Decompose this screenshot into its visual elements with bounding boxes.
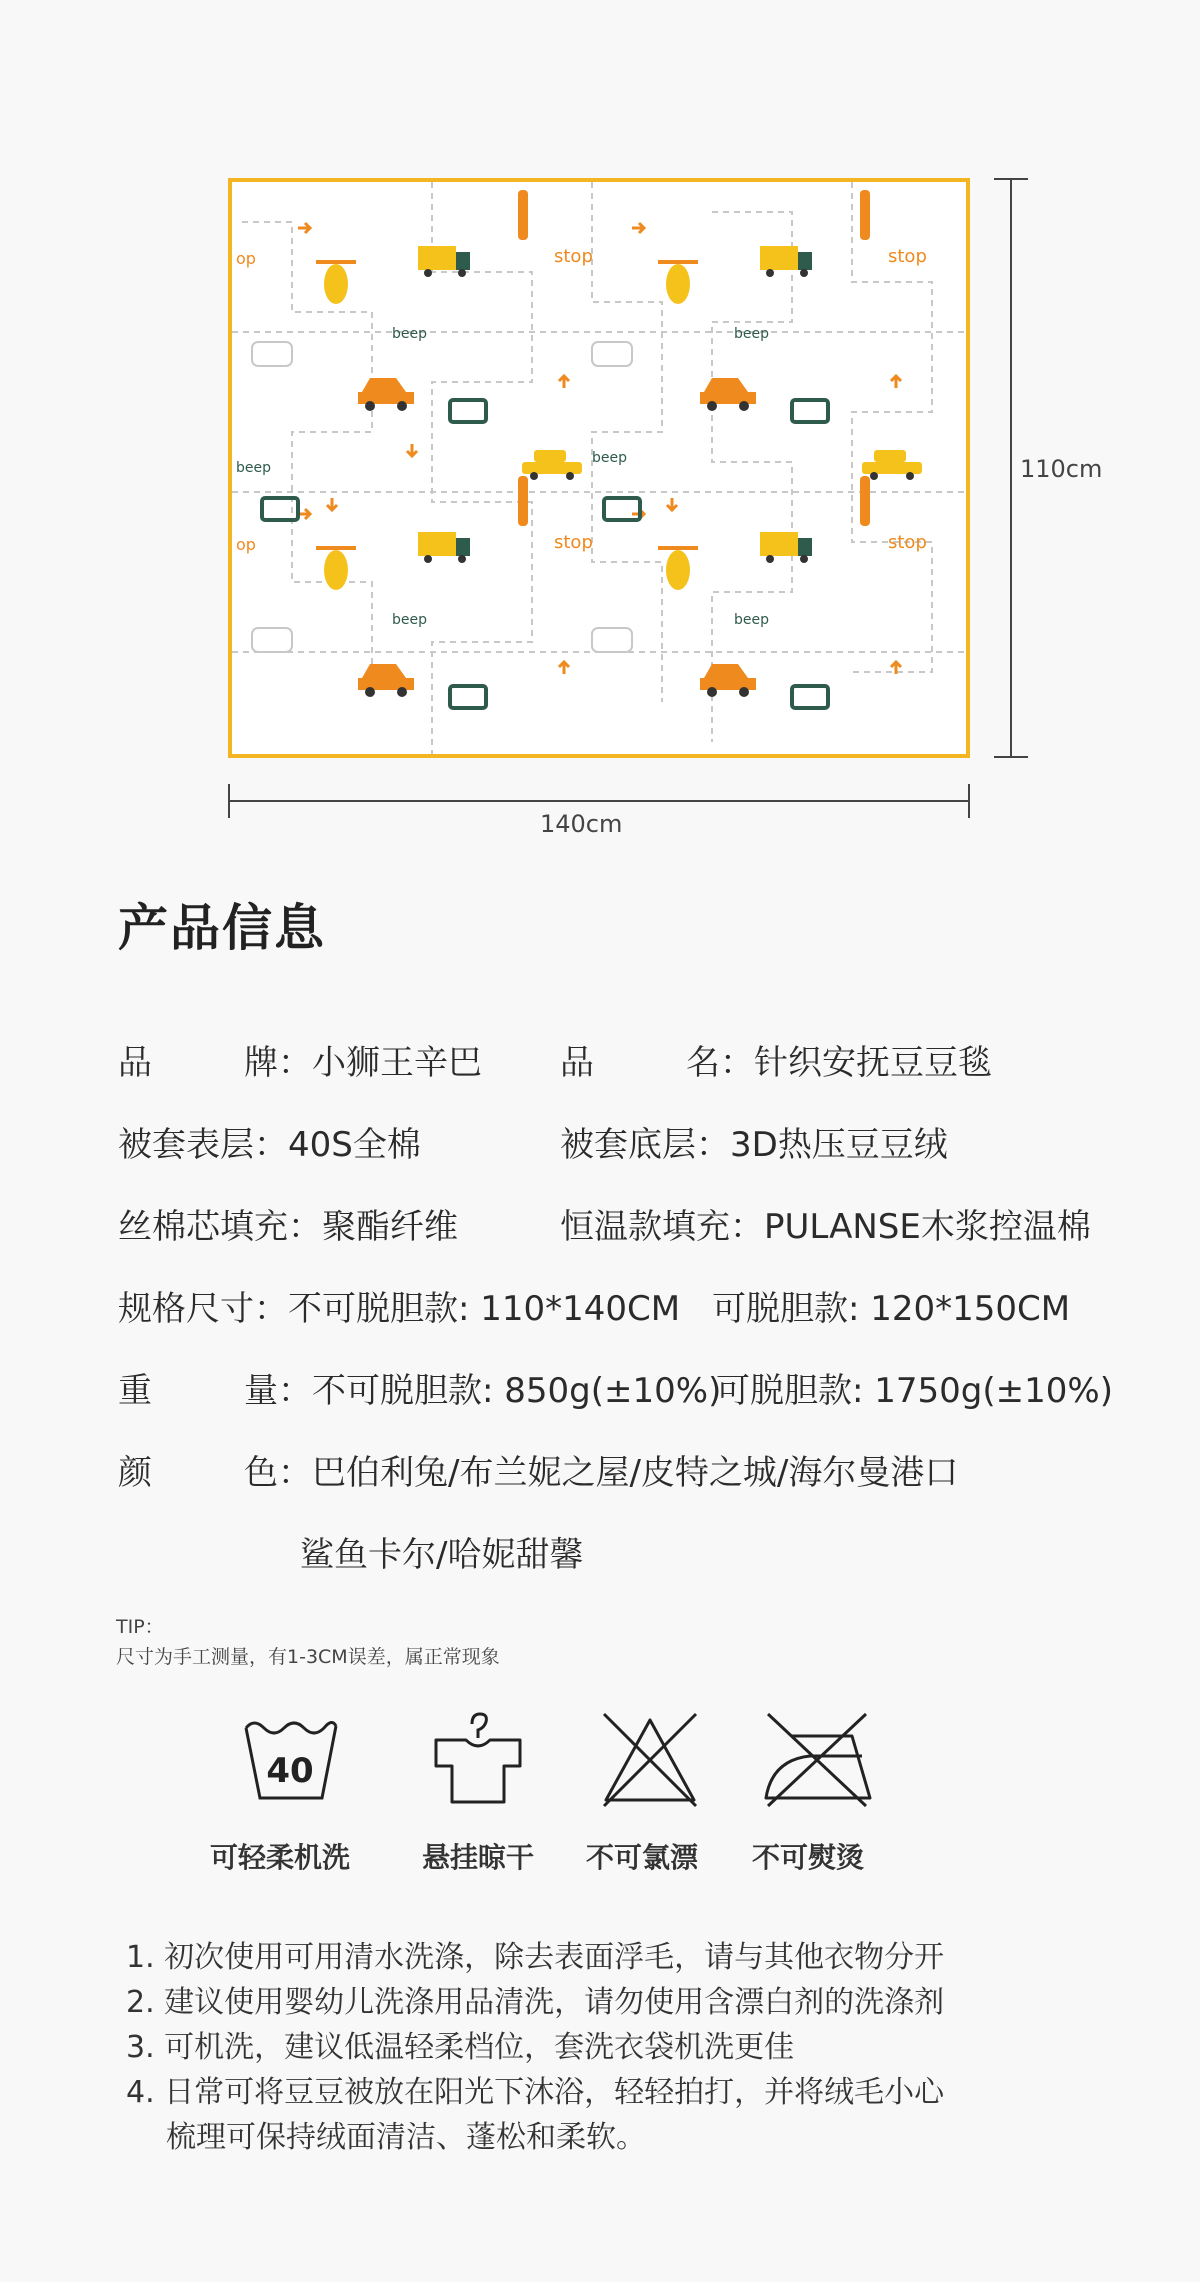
pattern-text: beep — [392, 326, 427, 342]
car-body — [700, 378, 756, 404]
arrow-mark — [327, 498, 337, 510]
car-wheel — [397, 401, 407, 411]
car-wheel — [707, 687, 717, 697]
vertical-car-body — [518, 190, 528, 240]
note-4-continued: 梳理可保持绒面清洁、蓬松和柔软。 — [166, 2120, 646, 2155]
width-dimension-tick-right — [968, 784, 970, 818]
cover-top-label: 被套表层： — [118, 1125, 288, 1165]
arrow-mark — [298, 223, 310, 233]
no-iron-icon — [762, 1710, 872, 1810]
arrow-mark — [407, 444, 417, 456]
info-weight-2 — [716, 1363, 1113, 1412]
size-value-2: 可脱胆款: 120*150CM — [712, 1289, 1071, 1329]
car-body — [700, 664, 756, 690]
taxi-wheel — [566, 472, 574, 480]
no-iron-label: 不可熨烫 — [752, 1841, 865, 1874]
silk-filling-value: 聚酯纤维 — [322, 1207, 458, 1247]
truck-wheel — [766, 555, 774, 563]
vertical-car-body — [518, 476, 528, 526]
info-name — [560, 1035, 992, 1084]
taxi-roof — [874, 450, 906, 462]
tip-text: 尺寸为手工测量，有1-3CM误差，属正常现象 — [116, 1646, 500, 1668]
outline-car — [252, 628, 292, 652]
taxi-wheel — [906, 472, 914, 480]
name-label: 品名 — [560, 1043, 720, 1083]
jeep-body — [792, 400, 828, 422]
truck-cargo — [418, 532, 456, 556]
pattern-text: beep — [734, 612, 769, 628]
note-4: 4. 日常可将豆豆被放在阳光下沐浴，轻轻拍打，并将绒毛小心 — [126, 2075, 945, 2110]
jeep-body — [450, 686, 486, 708]
info-size — [118, 1281, 680, 1330]
truck-cab — [798, 538, 812, 556]
taxi-wheel — [530, 472, 538, 480]
color-colon: ： — [278, 1453, 312, 1493]
taxi-wheel — [870, 472, 878, 480]
pattern-text: stop — [554, 246, 593, 267]
height-dimension-tick-top — [994, 178, 1028, 180]
weight-label: 重量 — [118, 1371, 278, 1411]
pattern-text: stop — [888, 532, 927, 553]
wash-label: 可轻柔机洗 — [210, 1841, 351, 1874]
jeep-body — [450, 400, 486, 422]
size-value: 不可脱胆款: 110*140CM — [288, 1289, 681, 1329]
truck-wheel — [458, 269, 466, 277]
pattern-text: beep — [236, 460, 271, 476]
thermo-filling-value: PULANSE木浆控温棉 — [764, 1207, 1091, 1247]
hang-dry-label: 悬挂晾干 — [422, 1841, 535, 1874]
info-color-2 — [300, 1527, 583, 1576]
truck-cargo — [760, 532, 798, 556]
outline-car — [252, 342, 292, 366]
cover-bottom-label: 被套底层： — [560, 1125, 730, 1165]
tip-title: TIP： — [116, 1616, 164, 1638]
pattern-text: beep — [734, 326, 769, 342]
blanket-pattern-image — [228, 178, 970, 758]
wash-temperature: 40 — [266, 1751, 314, 1791]
info-thermo-filling — [560, 1199, 1091, 1248]
truck-cab — [456, 538, 470, 556]
section-title: 产品信息 — [118, 899, 326, 957]
road-path — [712, 212, 792, 742]
info-weight — [118, 1363, 721, 1412]
vertical-car-body — [860, 190, 870, 240]
car-wheel — [739, 687, 749, 697]
helicopter-body — [324, 550, 348, 590]
truck-wheel — [458, 555, 466, 563]
outline-car — [592, 628, 632, 652]
cover-bottom-value: 3D热压豆豆绒 — [730, 1125, 948, 1165]
info-cover-bottom — [560, 1117, 948, 1166]
width-dimension-tick-left — [228, 784, 230, 818]
arrow-mark — [559, 662, 569, 674]
vehicle-pattern — [232, 182, 966, 754]
tip — [116, 1612, 500, 1672]
brand-colon: ： — [278, 1043, 312, 1083]
note-2: 2. 建议使用婴幼儿洗涤用品清洗，请勿使用含漂白剂的洗涤剂 — [126, 1985, 945, 2020]
brand-label: 品牌 — [118, 1043, 278, 1083]
taxi-roof — [534, 450, 566, 462]
taxi-body — [522, 462, 582, 474]
truck-wheel — [424, 555, 432, 563]
arrow-mark — [632, 223, 644, 233]
pattern-text: beep — [392, 612, 427, 628]
weight-colon: ： — [278, 1371, 312, 1411]
jeep-body — [792, 686, 828, 708]
truck-cab — [798, 252, 812, 270]
taxi-body — [862, 462, 922, 474]
note-1: 1. 初次使用可用清水洗涤，除去表面浮毛，请与其他衣物分开 — [126, 1940, 945, 1975]
vertical-car-body — [860, 476, 870, 526]
helicopter-body — [666, 264, 690, 304]
wash-40-icon — [240, 1710, 340, 1810]
pattern-text: op — [236, 535, 256, 554]
care-instructions — [0, 1700, 1200, 1880]
car-body — [358, 378, 414, 404]
hang-dry-icon — [428, 1710, 528, 1810]
car-wheel — [397, 687, 407, 697]
silk-filling-label: 丝棉芯填充： — [118, 1207, 322, 1247]
truck-wheel — [766, 269, 774, 277]
thermo-filling-label: 恒温款填充： — [560, 1207, 764, 1247]
cover-top-value: 40S全棉 — [288, 1125, 421, 1165]
pattern-text: stop — [888, 246, 927, 267]
info-silk-filling — [118, 1199, 458, 1248]
arrow-mark — [559, 376, 569, 388]
color-label: 颜色 — [118, 1453, 278, 1493]
arrow-mark — [667, 498, 677, 510]
truck-cargo — [418, 246, 456, 270]
helicopter-body — [666, 550, 690, 590]
helicopter-body — [324, 264, 348, 304]
truck-cargo — [760, 246, 798, 270]
color-value-2: 鲨鱼卡尔/哈妮甜馨 — [300, 1535, 584, 1575]
size-label: 规格尺寸： — [118, 1289, 288, 1329]
weight-value-2: 可脱胆款: 1750g(±10%) — [716, 1371, 1113, 1411]
car-wheel — [365, 687, 375, 697]
info-cover-top — [118, 1117, 421, 1166]
height-dimension-line — [1010, 178, 1012, 758]
care-notes — [126, 1935, 944, 2160]
info-color — [118, 1445, 958, 1494]
name-colon: ： — [720, 1043, 754, 1083]
car-wheel — [707, 401, 717, 411]
pattern-text: op — [236, 249, 256, 268]
no-bleach-icon — [600, 1710, 700, 1810]
truck-wheel — [800, 555, 808, 563]
height-label: 110cm — [1020, 455, 1103, 483]
pattern-text: beep — [592, 450, 627, 466]
no-bleach-label: 不可氯漂 — [586, 1841, 699, 1874]
arrow-mark — [891, 376, 901, 388]
truck-wheel — [424, 269, 432, 277]
car-wheel — [365, 401, 375, 411]
truck-cab — [456, 252, 470, 270]
brand-value: 小狮王辛巴 — [312, 1043, 482, 1083]
info-size-2 — [712, 1281, 1070, 1330]
road-path — [592, 182, 662, 702]
outline-car — [592, 342, 632, 366]
width-label: 140cm — [540, 810, 623, 838]
truck-wheel — [800, 269, 808, 277]
name-value: 针织安抚豆豆毯 — [754, 1043, 992, 1083]
car-wheel — [739, 401, 749, 411]
info-brand — [118, 1035, 482, 1084]
blanket-dimension-figure — [0, 0, 1200, 860]
pattern-text: stop — [554, 532, 593, 553]
weight-value: 不可脱胆款: 850g(±10%) — [312, 1371, 722, 1411]
height-dimension-tick-bottom — [994, 756, 1028, 758]
jeep-body — [604, 498, 640, 520]
note-3: 3. 可机洗，建议低温轻柔档位，套洗衣袋机洗更佳 — [126, 2030, 795, 2065]
car-body — [358, 664, 414, 690]
width-dimension-line — [228, 800, 970, 802]
color-value: 巴伯利兔/布兰妮之屋/皮特之城/海尔曼港口 — [312, 1453, 959, 1493]
